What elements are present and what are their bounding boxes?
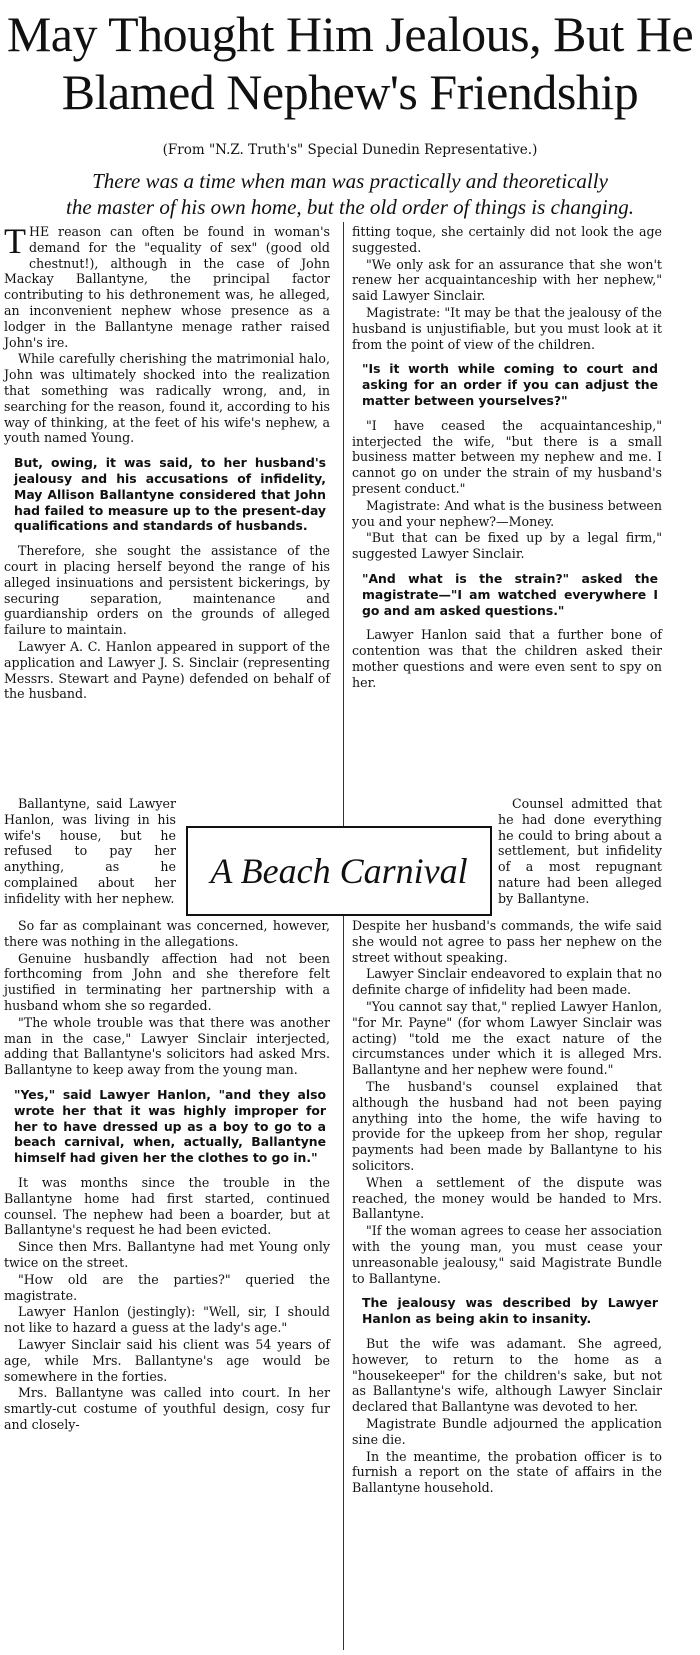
column-divider xyxy=(343,222,344,1650)
article-paragraph: "We only ask for an assurance that she won't renew her acquaintanceship with her nephew," said Lawyer Sinclair. xyxy=(352,256,662,304)
article-paragraph: It was months since the trouble in the Ballantyne home had first started, continued counsel. The nephew had been a boarder, but at Ballantyne's request he had been evicted. xyxy=(4,1174,330,1238)
pull-quote: "Yes," said Lawyer Hanlon, "and they also wrote her that it was highly improper for her to have dressed up as a boy to go to a beach carnival, when, actually, Ballantyne himself had given her the clothes to go in." xyxy=(14,1086,326,1166)
article-paragraph: Genuine husbandly affection had not been forthcoming from John and she therefore felt justified in terminating her partnership with a husband whom she so regarded. xyxy=(4,950,330,1013)
article-paragraph: Lawyer Hanlon (jestingly): "Well, sir, I should not like to hazard a guess at the lady's age." xyxy=(4,1304,330,1336)
article-paragraph: "I have ceased the acquaintanceship," interjected the wife, "but there is a small business matter between my nephew and me. I cannot go on under the strain of my husband's present conduct." xyxy=(352,417,662,496)
article-paragraph: Magistrate Bundle adjourned the application sine die. xyxy=(352,1415,662,1447)
article-paragraph: While carefully cherishing the matrimonial halo, John was ultimately shocked into the realization that something was radically wrong, and, in searching for the reason, found it, according to his way of thinking, at the feet of his wife's nephew, a youth named Young. xyxy=(4,351,330,446)
byline-credit: (From "N.Z. Truth's" Special Dunedin Representative.) xyxy=(162,142,538,158)
headline-line-1: May Thought Him Jealous, But He xyxy=(6,6,694,62)
headline-line-2: Blamed Nephew's Friendship xyxy=(61,64,639,120)
article-paragraph: Lawyer Sinclair endeavored to explain that no definite charge of infidelity had been made. xyxy=(352,966,662,998)
article-paragraph: But the wife was adamant. She agreed, however, to return to the home as a "housekeeper" for the children's sake, but not as Ballantyne's wife, although Lawyer Sinclair declared that Ballantyne was devoted to her. xyxy=(352,1335,662,1415)
drop-cap: T xyxy=(4,221,26,261)
left-column-bottom xyxy=(4,918,330,1434)
article-paragraph: THE reason can often be found in woman's demand for the "equality of sex" (good old chestnut!), although in the case of John Mackay Ballantyne, the principal factor contributing to his dethronement was, he alleged, an inconvenient nephew whose presence as a lodger in the Ballantyne menage rather raised John's ire. xyxy=(4,221,330,350)
article-paragraph: The husband's counsel explained that although the husband had not been paying anything into the home, the wife having to provide for the upkeep from her shop, regular payments had been made by Ballantyne to his solicitors. xyxy=(352,1078,662,1173)
article-paragraph: "But that can be fixed up by a legal firm," suggested Lawyer Sinclair. xyxy=(352,530,662,562)
article-paragraph: "The whole trouble was that there was another man in the case," Lawyer Sinclair interjected, adding that Ballantyne's solicitors had asked Mrs. Ballantyne to keep away from the young man. xyxy=(4,1014,330,1078)
right-column-top xyxy=(352,224,662,692)
article-paragraph: Mrs. Ballantyne was called into court. In her smartly-cut costume of youthful design, cosy fur and closely- xyxy=(4,1385,330,1432)
right-column-narrow xyxy=(498,796,662,908)
article-paragraph: Lawyer Hanlon said that a further bone of contention was that the children asked their mother questions and were even sent to spy on her. xyxy=(352,627,662,690)
pull-quote: The jealousy was described by Lawyer Hanlon as being akin to insanity. xyxy=(362,1295,658,1327)
pull-quote: But, owing, it was said, to her husband's jealousy and his accusations of infidelity, May Allison Ballantyne considered that John had failed to measure up to the present-day qualifications and standards of husbands. xyxy=(14,455,326,534)
article-paragraph: "You cannot say that," replied Lawyer Hanlon, "for Mr. Payne" (for whom Lawyer Sinclair was acting) "told me the exact nature of the circumstances under which it is alleged Mrs. Ballantyne and her nephew were found." xyxy=(352,998,662,1078)
article-paragraph: Counsel admitted that he had done everything he could to bring about a settlement, but infidelity of a most repugnant nature had been alleged by Ballantyne. xyxy=(498,796,662,906)
pull-quote: "Is it worth while coming to court and asking for an order if you can adjust the matter between yourselves?" xyxy=(362,361,658,408)
left-column-narrow xyxy=(4,796,176,908)
article-paragraph: fitting toque, she certainly did not look the age suggested. xyxy=(352,224,662,255)
article-paragraph: Magistrate: "It may be that the jealousy of the husband is unjustifiable, but you must look at it from the point of view of the children. xyxy=(352,304,662,352)
article-paragraph: When a settlement of the dispute was reached, the money would be handed to Mrs. Ballantyne. xyxy=(352,1174,662,1222)
deck-subheading xyxy=(0,168,700,220)
article-paragraph: Since then Mrs. Ballantyne had met Young only twice on the street. xyxy=(4,1239,330,1270)
pull-quote: "And what is the strain?" asked the magistrate—"I am watched everywhere I go and am asked questions." xyxy=(362,570,658,618)
article-paragraph: Therefore, she sought the assistance of the court in placing herself beyond the range of his alleged insinuations and persistent bickerings, by securing separation, maintenance and guardianship orders on the grounds of alleged failure to maintain. xyxy=(4,543,330,638)
deck-line-1: There was a time when man was practically and theoretically xyxy=(92,169,608,193)
deck-line-2: the master of his own home, but the old order of things is changing. xyxy=(66,195,634,219)
article-paragraph: In the meantime, the probation officer is to furnish a report on the state of affairs in the Ballantyne household. xyxy=(352,1448,662,1496)
article-paragraph: Lawyer A. C. Hanlon appeared in support of the application and Lawyer J. S. Sinclair (representing Messrs. Stewart and Payne) defended on behalf of the husband. xyxy=(4,638,330,702)
left-column-top xyxy=(4,221,330,703)
article-paragraph: "If the woman agrees to cease her association with the young man, you must cease your unreasonable jealousy," said Magistrate Bundle to Ballantyne. xyxy=(352,1223,662,1286)
article-paragraph: "How old are the parties?" queried the magistrate. xyxy=(4,1271,330,1303)
article-paragraph: Despite her husband's commands, the wife said she would not agree to pass her nephew on the street without speaking. xyxy=(352,918,662,965)
article-paragraph: Magistrate: And what is the business between you and your nephew?—Money. xyxy=(352,497,662,529)
boxed-heading: A Beach Carnival xyxy=(186,826,492,916)
article-paragraph: Ballantyne, said Lawyer Hanlon, was living in his wife's house, but he refused to pay her anything, as he complained about her infidelity with her nephew. xyxy=(4,796,176,906)
article-paragraph: So far as complainant was concerned, however, there was nothing in the allegations. xyxy=(4,918,330,949)
article-paragraph: Lawyer Sinclair said his client was 54 years of age, while Mrs. Ballantyne's age would be somewhere in the forties. xyxy=(4,1336,330,1384)
right-column-bottom xyxy=(352,918,662,1497)
